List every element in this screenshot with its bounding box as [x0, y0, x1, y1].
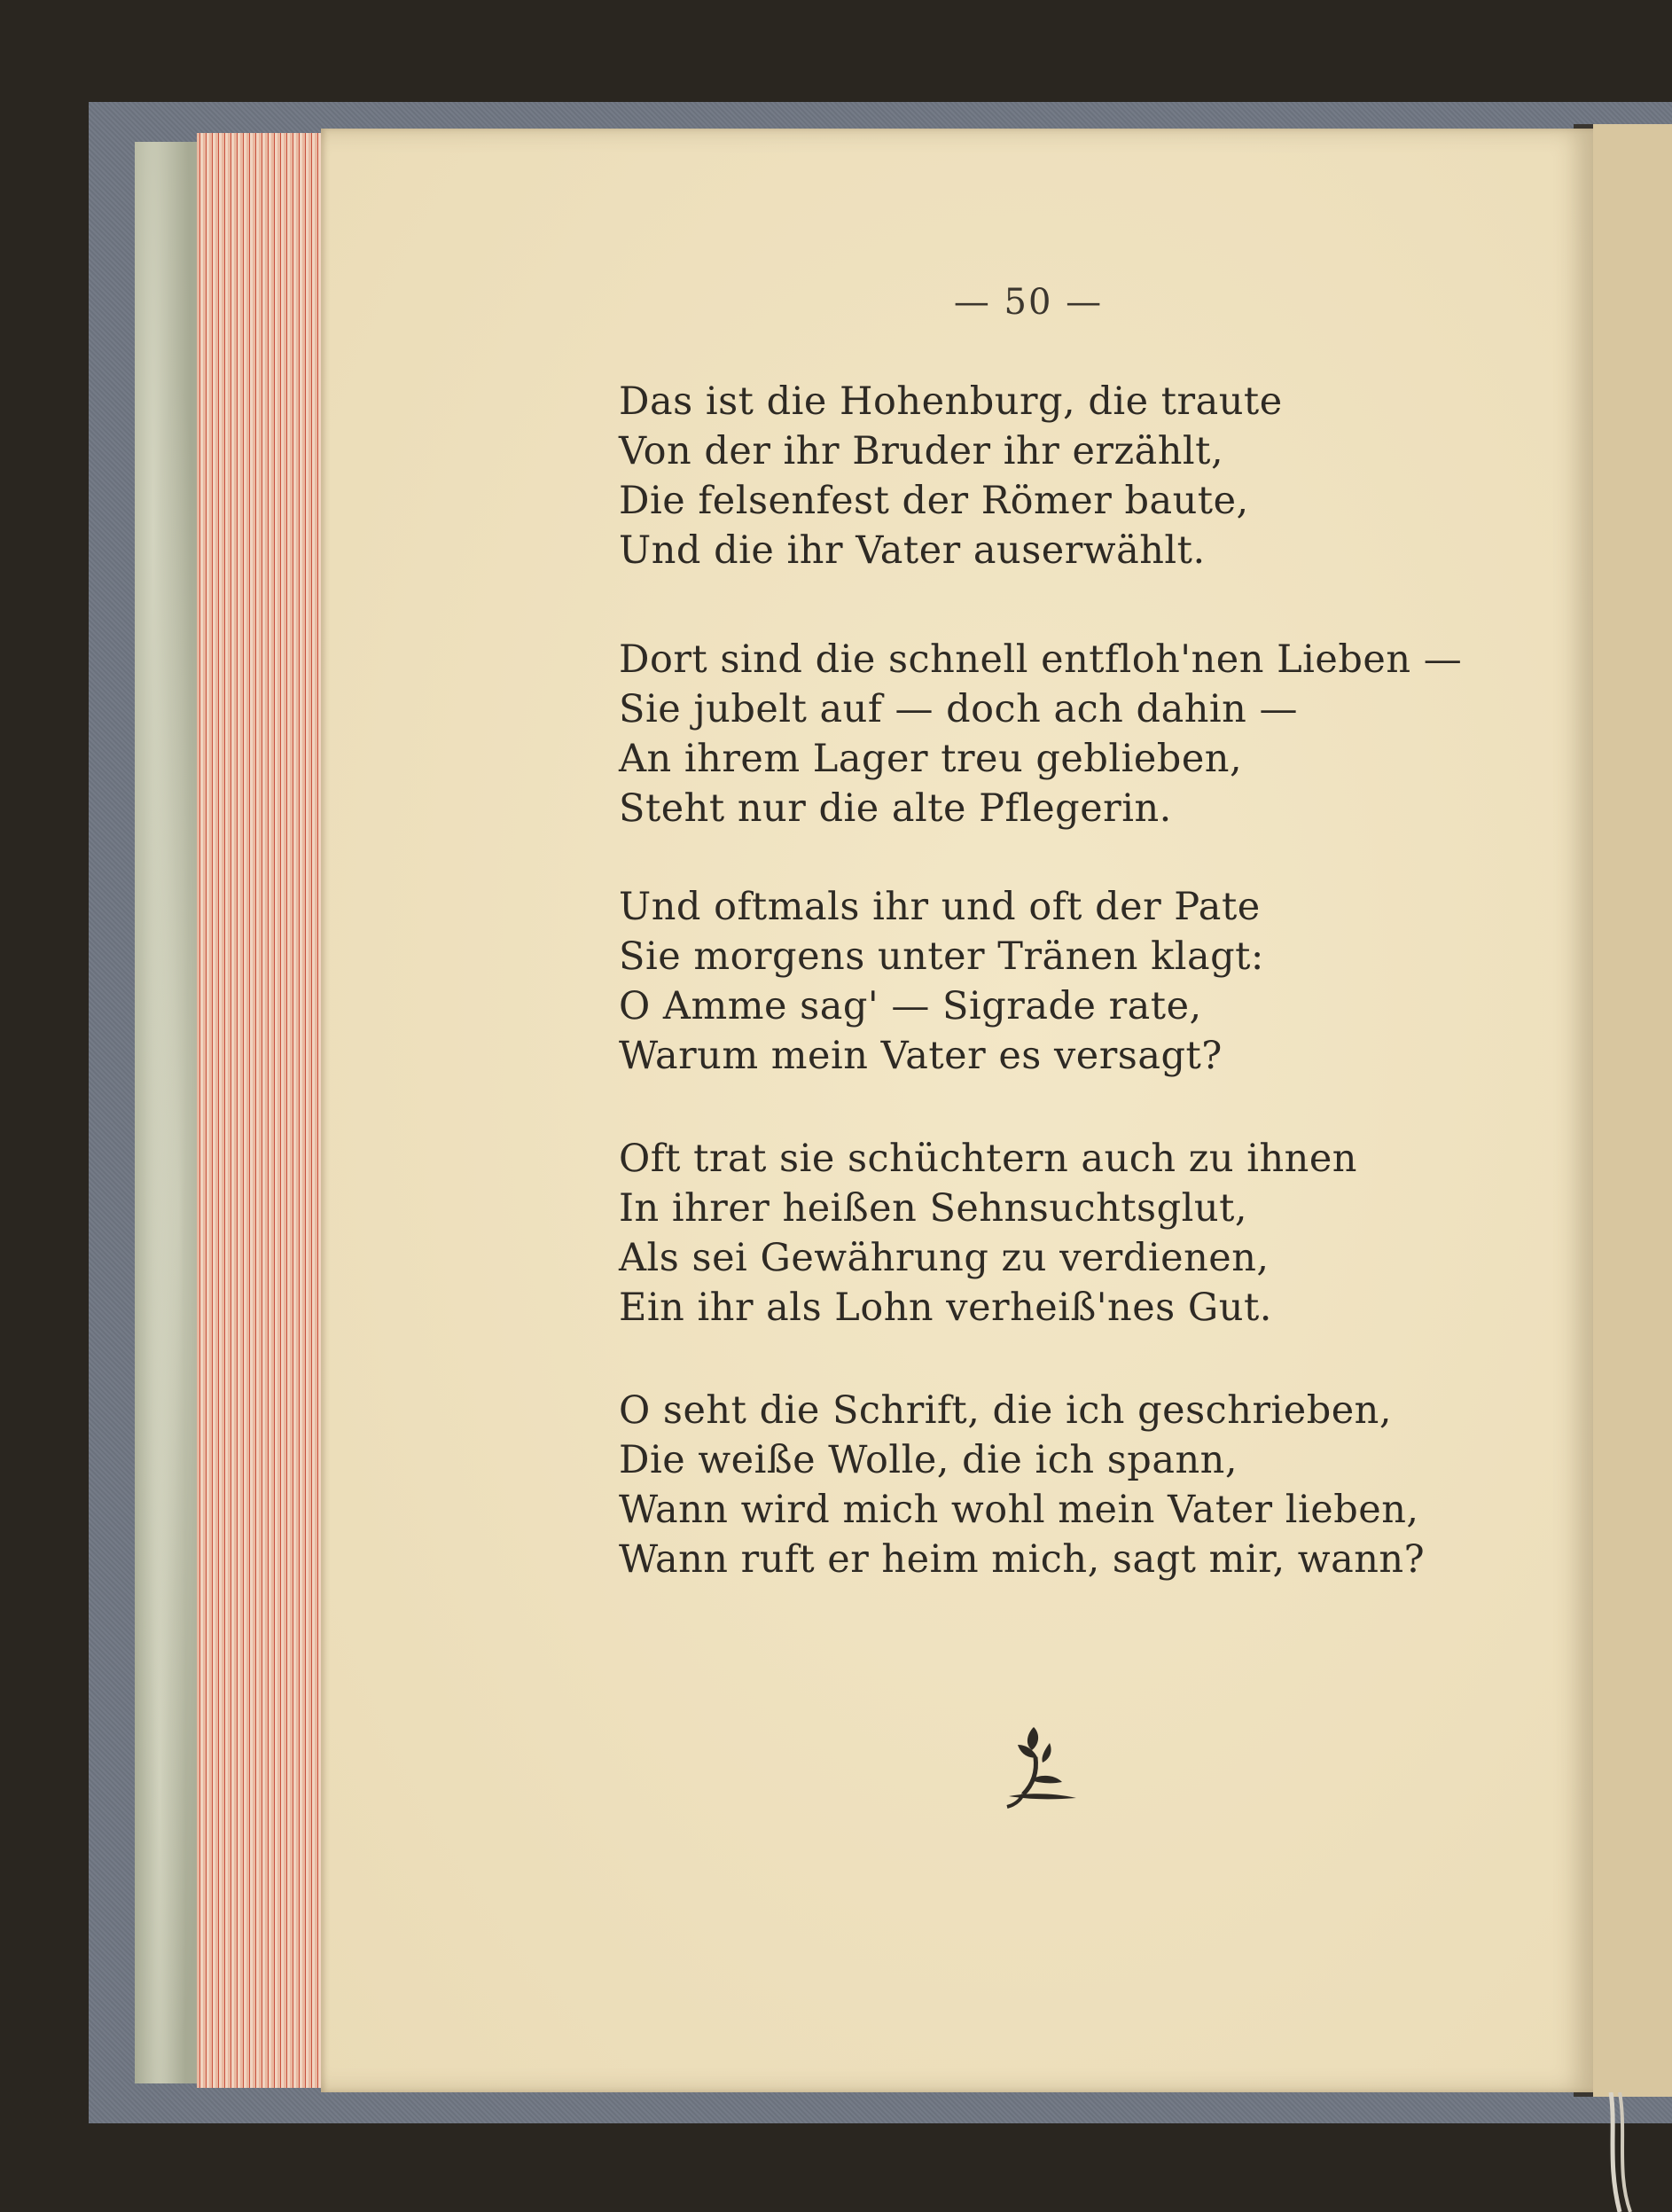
verse-line: Und die ihr Vater auserwählt.: [619, 528, 1206, 573]
verse-line: Oft trat sie schüchtern auch zu ihnen: [619, 1137, 1358, 1181]
stanza-2: [619, 635, 1462, 833]
verse-line: Sie morgens unter Tränen klagt:: [619, 934, 1264, 979]
verse-line: Dort sind die schnell entfloh'nen Lieben —: [619, 637, 1463, 682]
verse-line: O Amme sag' — Sigrade rate,: [619, 984, 1202, 1028]
verse-line: Warum mein Vater es versagt?: [619, 1034, 1223, 1078]
verse-line: Und oftmals ihr und oft der Pate: [619, 885, 1261, 929]
stanza-3: [619, 882, 1264, 1081]
verse-line: O seht die Schrift, die ich geschrieben,: [619, 1388, 1393, 1433]
page-number: — 50 —: [953, 282, 1104, 323]
verse-line: Ein ihr als Lohn verheiß'nes Gut.: [619, 1286, 1272, 1330]
verse-line: Von der ihr Bruder ihr erzählt,: [619, 429, 1224, 473]
verse-line: Wann wird mich wohl mein Vater lieben,: [619, 1488, 1419, 1532]
verse-line: Das ist die Hohenburg, die traute: [619, 379, 1283, 424]
verse-line: Als sei Gewährung zu verdienen,: [619, 1236, 1270, 1280]
stanza-1: [619, 377, 1283, 575]
verse-line: Steht nur die alte Pflegerin.: [619, 786, 1172, 831]
verse-line: Die felsenfest der Römer baute,: [619, 479, 1249, 523]
marbled-endpaper: [135, 142, 197, 2083]
verse-line: Wann ruft er heim mich, sagt mir, wann?: [619, 1537, 1426, 1582]
verse-line: Sie jubelt auf — doch ach dahin —: [619, 687, 1299, 731]
page-stack-edge: [197, 133, 321, 2088]
bookmark-thread: [1600, 2092, 1653, 2212]
stanza-4: [619, 1134, 1357, 1333]
stanza-5: [619, 1386, 1425, 1584]
flower-ornament-icon: [991, 1718, 1089, 1816]
verse-line: An ihrem Lager treu geblieben,: [619, 737, 1243, 781]
verse-line: Die weiße Wolle, die ich spann,: [619, 1438, 1238, 1482]
verse-line: In ihrer heißen Sehnsuchtsglut,: [619, 1186, 1248, 1231]
